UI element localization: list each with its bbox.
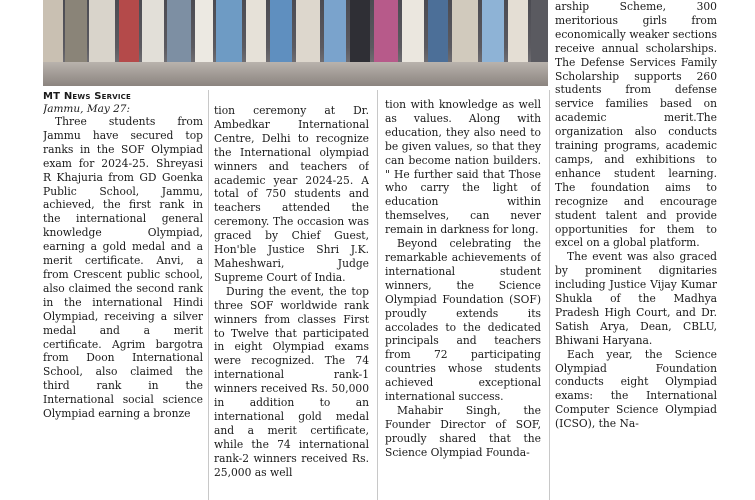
paragraph: Each year, the Science Olympiad Foundation conducts eight Olympiad exams: the International Computer Science Olympiad (ICSO), the Na-	[555, 347, 717, 431]
photo-figure	[508, 0, 528, 68]
photo-figure	[89, 0, 115, 68]
photo-figure	[452, 0, 478, 68]
photo-figure	[43, 0, 63, 68]
photo-figure	[402, 0, 424, 68]
column-divider	[377, 90, 378, 500]
photo-figure	[119, 0, 139, 68]
photo-figure	[246, 0, 266, 68]
event-photo	[43, 0, 548, 86]
column-divider	[208, 90, 209, 500]
photo-figure	[216, 0, 242, 68]
paragraph: Mahabir Singh, the Founder Director of SOF, proudly shared that the Science Olympiad Founda-	[385, 403, 541, 459]
photo-figure	[350, 0, 370, 68]
byline: MT News Service	[43, 91, 131, 102]
stage-floor	[43, 62, 548, 86]
paragraph: During the event, the top three SOF worldwide rank winners from classes First to Twelve that participated in eight Olympiad exams were recognized. The 74 international rank-1 winners received Rs. 50,000 in addition to an international gold medal and a merit certificate, while the 74 international rank-2 winners received Rs. 25,000 as well	[214, 284, 369, 479]
article-column-1	[43, 90, 203, 500]
article-column-2	[214, 104, 369, 500]
photo-figure	[374, 0, 398, 68]
paragraph: tion ceremony at Dr. Ambedkar International Centre, Delhi to recognize the International olympiad winners and teachers of academic year 2024-25. A total of 750 students and teachers attended the ceremony. The occasion was graced by Chief Guest, Hon'ble Justice Shri J.K. Maheshwari, Judge Supreme Court of India.	[214, 104, 369, 284]
paragraph: Three students from Jammu have secured top ranks in the SOF Olympiad exam for 2024-25. Shreyasi R Khajuria from GD Goenka Public School, Jammu, achieved, the first rank in the international general knowledge Olympiad, earning a gold medal and a merit certificate. Anvi, a from Crescent public school, also claimed the second rank in the international Hindi Olympiad, receiving a silver medal and a merit certificate. Agrim bargotra from Doon International School, also claimed the third rank in the International social science Olympiad earning a bronze	[43, 115, 203, 421]
photo-figure	[167, 0, 191, 68]
article-column-4	[555, 0, 717, 500]
paragraph: arship Scheme, 300 meritorious girls from economically weaker sections receive annual scholarships. The Defense Services Family Scholarship supports 260 students from defense service families based on academic merit.The organization also conducts training programs, academic camps, and exhibitions to enhance student learning. The foundation aims to recognize and encourage student talent and provide opportunities for them to excel on a global platform.	[555, 0, 717, 250]
article-column-3	[385, 98, 541, 500]
photo-figure	[296, 0, 320, 68]
photo-figure	[531, 0, 548, 68]
photo-figure	[195, 0, 213, 68]
photo-figure	[482, 0, 504, 68]
photo-figure	[270, 0, 292, 68]
photo-figure	[142, 0, 164, 68]
paragraph: tion with knowledge as well as values. Along with education, they also need to be given values, so that they can become nation builders. " He further said that Those who carry the light of education within themselves, can never remain in darkness for long.	[385, 98, 541, 237]
paragraph: Beyond celebrating the remarkable achievements of international student winners, the Science Olympiad Foundation (SOF) proudly extends its accolades to the dedicated principals and teachers from 72 participating countries whose students achieved exceptional international success.	[385, 237, 541, 404]
photo-figure	[65, 0, 87, 68]
dateline: Jammu, May 27:	[43, 103, 130, 115]
paragraph: The event was also graced by prominent dignitaries including Justice Vijay Kumar Shukla of the Madhya Pradesh High Court, and Dr. Satish Arya, Dean, CBLU, Bhiwani Haryana.	[555, 250, 717, 347]
column-divider	[549, 90, 550, 500]
photo-figure	[324, 0, 346, 68]
photo-figure	[428, 0, 448, 68]
